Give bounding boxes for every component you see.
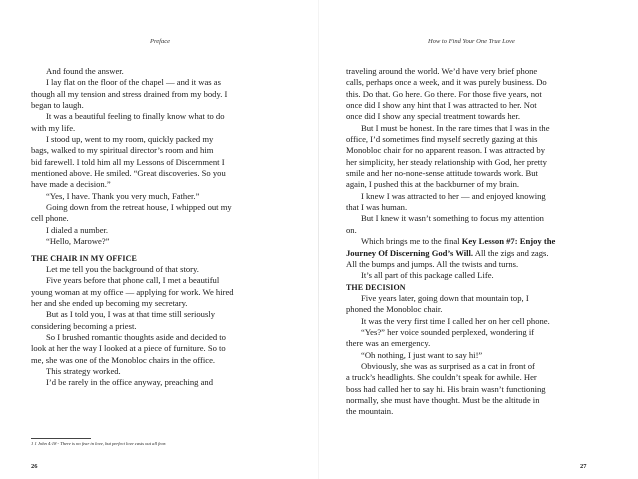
line-text: that I was human.: [346, 202, 408, 213]
line-text: office, I’d sometimes find myself secretly gazing at this: [346, 134, 538, 145]
footnote: 1 1 John 4:18 - There is no fear in love, but perfect love casts out all fear.: [31, 441, 167, 446]
line-text: her and she ended up becoming my secretary.: [31, 297, 188, 308]
text-line: [346, 225, 602, 236]
line-text: me, she was one of the Monobloc chairs in the office.: [31, 354, 216, 365]
line-text: with my life.: [31, 122, 76, 133]
text-line: [31, 355, 282, 366]
line-text: have made a decision.”: [31, 179, 111, 190]
text-line: [346, 77, 602, 88]
line-text: I dialed a number.: [46, 224, 109, 235]
line-text: once did I show any hint that I was attracted to her. Not: [346, 100, 537, 111]
text-line: [346, 316, 602, 327]
text-line: [31, 309, 282, 320]
text-line: [346, 66, 602, 77]
line-text: normally, she must have thought. Must be the altitude in: [346, 394, 540, 405]
line-text: “Yes, I have. Thank you very much, Father.”: [46, 190, 200, 201]
line-text: Obviously, she was as surprised as a cat in front of: [361, 360, 535, 371]
line-text: Going down from the retreat house, I whipped out my: [46, 202, 232, 213]
line-text: THE DECISION: [346, 282, 406, 292]
text-line: [346, 350, 602, 361]
right-page-body: [346, 66, 602, 418]
line-text: I lay flat on the floor of the chapel — and it was as: [46, 77, 221, 88]
text-line: [31, 100, 282, 111]
line-text: cell phone.: [31, 213, 69, 224]
line-text: But I must be honest. In the rare times that I was in the: [361, 122, 550, 133]
text-line: [31, 236, 282, 247]
page-number-left: 26: [31, 463, 38, 470]
text-line: [346, 179, 602, 190]
text-line: [346, 100, 602, 111]
section-heading: [346, 282, 602, 293]
line-text: Five years before that phone call, I met a beautiful: [46, 275, 220, 286]
line-text: I’d be rarely in the office anyway, preaching and: [46, 377, 214, 388]
line-text: This strategy worked.: [46, 365, 121, 376]
line-text: Monobloc chair for no apparent reason. I was attracted by: [346, 145, 546, 156]
text-line: [346, 134, 602, 145]
line-text: But I knew it wasn’t something to focus my attention: [361, 213, 544, 224]
line-text: bid farewell. I told him all my Lessons of Discernment I: [31, 156, 225, 167]
line-text: Five years later, going down that mountain top, I: [361, 292, 529, 303]
running-head-right: How to Find Your One True Love: [428, 38, 515, 45]
text-line: [31, 377, 282, 388]
text-line: [346, 236, 602, 247]
line-text: I stood up, went to my room, quickly packed my: [46, 134, 214, 145]
text-line: [346, 338, 602, 349]
line-text: considering becoming a priest.: [31, 320, 137, 331]
text-line: [31, 123, 282, 134]
line-text: “Oh nothing, I just want to say hi!”: [361, 349, 483, 360]
line-text: “Yes?” her voice sounded perplexed, wondering if: [361, 326, 535, 337]
text-line: [31, 225, 282, 236]
text-line: [31, 77, 282, 88]
page-number-right: 27: [580, 463, 587, 470]
line-text: boss had called her to say hi. His brain wasn’t functioning: [346, 383, 546, 394]
line-text: her simplicity, her steady relationship with God, her pretty: [346, 156, 547, 167]
line-text: All the bumps and jumps. All the twists and turns.: [346, 258, 519, 269]
line-text: look at her the way I looked at a piece of furniture. So to: [31, 343, 226, 354]
text-line: [346, 372, 602, 383]
text-line: [346, 123, 602, 134]
line-text: once did I show any special treatment towards her.: [346, 111, 520, 122]
left-page-body: [31, 66, 282, 389]
text-line: [31, 134, 282, 145]
line-text: phoned the Monobloc chair.: [346, 304, 443, 315]
text-line: [31, 89, 282, 100]
line-text: a truck’s headlights. She couldn’t speak for awhile. Her: [346, 372, 537, 383]
text-line: [346, 304, 602, 315]
text-line: [31, 157, 282, 168]
line-text: Which brings me to the final: [361, 236, 462, 247]
line-text: I knew I was attracted to her — and enjoyed knowing: [361, 190, 546, 201]
text-line: [346, 202, 602, 213]
line-text: It was a beautiful feeling to finally know what to do: [46, 111, 225, 122]
line-text: on.: [346, 224, 357, 235]
text-line: [31, 264, 282, 275]
text-line: [31, 321, 282, 332]
text-line: [346, 259, 602, 270]
line-text: All the zigs and zags.: [473, 247, 549, 258]
text-line: [31, 343, 282, 354]
line-text: bags, walked to my spiritual director’s room and him: [31, 145, 214, 156]
text-line: [346, 384, 602, 395]
text-line: [346, 89, 602, 100]
key-lesson-bold: Journey Of Discerning God’s Will.: [346, 247, 474, 258]
text-line: [346, 327, 602, 338]
line-text: began to laugh.: [31, 100, 84, 111]
line-text: traveling around the world. We’d have very brief phone: [346, 66, 538, 76]
text-line: [346, 213, 602, 224]
line-text: young woman at my office — applying for work. We hired: [31, 286, 234, 297]
line-text: calls, perhaps once a week, and it was purely business. Do: [346, 77, 547, 88]
text-line: [346, 293, 602, 304]
section-heading: [31, 253, 282, 264]
text-line: [346, 145, 602, 156]
text-line: [31, 111, 282, 122]
running-head-left: Preface: [150, 38, 170, 45]
line-text: THE CHAIR IN MY OFFICE: [31, 253, 137, 263]
line-text: this. Do that. Go here. Go there. For those five years, not: [346, 88, 542, 99]
key-lesson-bold: Key Lesson #7: Enjoy the: [461, 236, 556, 247]
line-text: again, I pushed this at the backburner of my brain.: [346, 179, 520, 190]
text-line: [31, 213, 282, 224]
right-page: [319, 0, 638, 479]
line-text: But as I told you, I was at that time still seriously: [46, 309, 215, 320]
text-line: [346, 157, 602, 168]
text-line: [346, 168, 602, 179]
line-text: So I brushed romantic thoughts aside and decided to: [46, 331, 226, 342]
line-text: It’s all part of this package called Life.: [361, 270, 494, 281]
footnote-rule: [31, 438, 91, 439]
text-line: [31, 275, 282, 286]
text-line: [346, 361, 602, 372]
line-text: smile and her no-none-sense attitude towards work. But: [346, 168, 538, 179]
text-line: [346, 395, 602, 406]
text-line: [31, 145, 282, 156]
text-line: [31, 202, 282, 213]
line-text: Let me tell you the background of that story.: [46, 263, 199, 274]
line-text: It was the very first time I called her on her cell phone.: [361, 315, 550, 326]
line-text: there was an emergency.: [346, 338, 431, 349]
line-text: mentioned above. He smiled. “Great discoveries. So you: [31, 168, 226, 179]
text-line: [31, 287, 282, 298]
text-line: [346, 270, 602, 281]
text-line: [31, 179, 282, 190]
text-line: [31, 66, 282, 77]
line-text: the mountain.: [346, 406, 394, 417]
text-line: [346, 111, 602, 122]
text-line: [31, 191, 282, 202]
line-text: “Hello, Marowe?”: [46, 236, 110, 247]
text-line: [31, 366, 282, 377]
text-line: [31, 332, 282, 343]
text-line: [346, 191, 602, 202]
text-line: [31, 168, 282, 179]
text-line: [31, 298, 282, 309]
text-line: [346, 406, 602, 417]
text-line: [346, 248, 602, 259]
line-text: though all my tension and stress drained from my body. I: [31, 88, 228, 99]
line-text: And found the answer.: [46, 66, 124, 76]
